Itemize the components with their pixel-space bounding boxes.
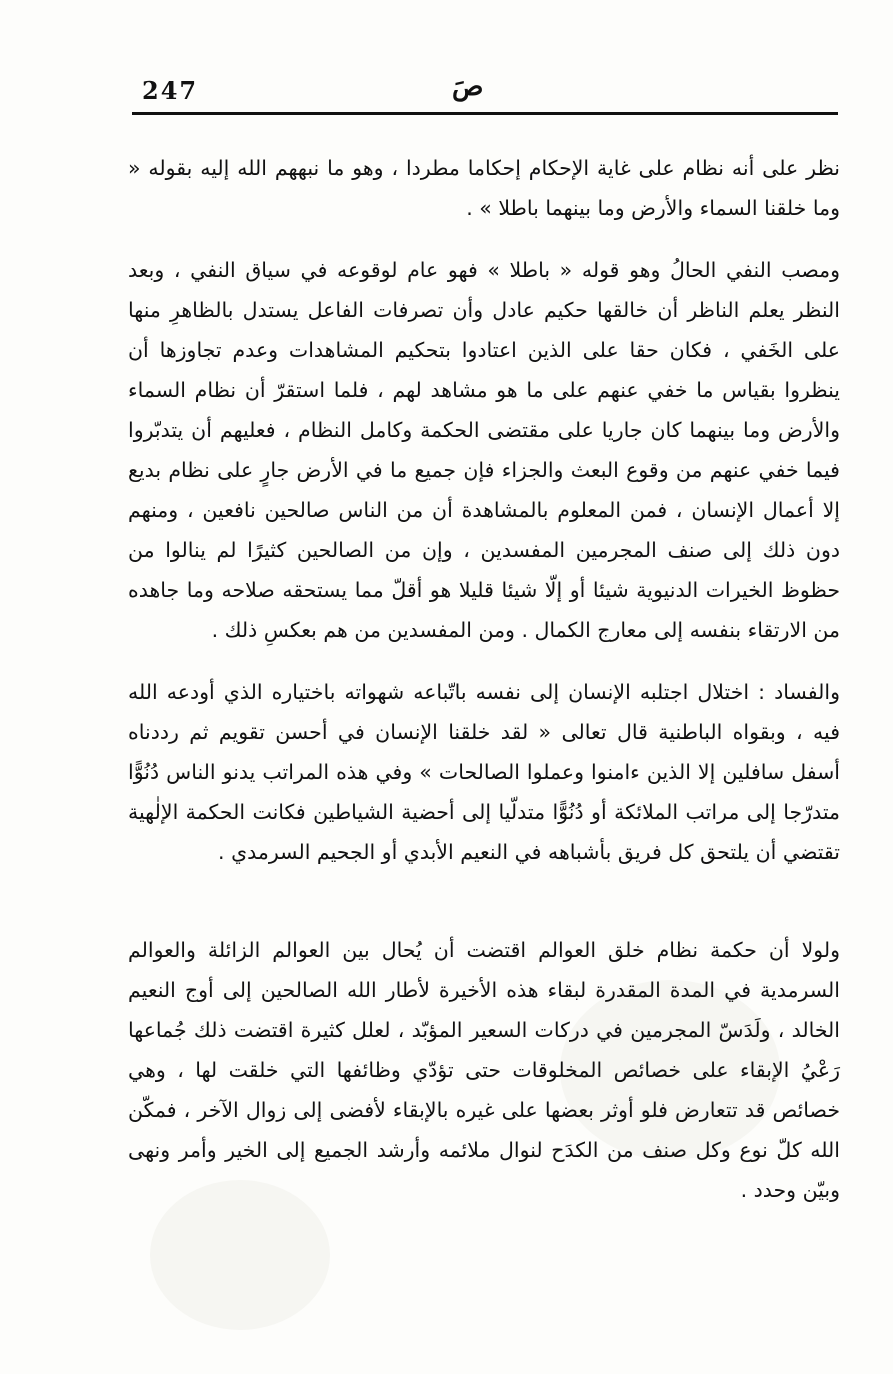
page-body xyxy=(128,148,840,1232)
paragraph: نظر على أنه نظام على غاية الإحكام إحكاما مطردا ، وهو ما نبههم الله إليه بقوله « وما خلقنا السماء والأرض وما بينهما باطلا » . xyxy=(128,156,840,220)
section-letter: صَ xyxy=(452,72,484,102)
header-rule xyxy=(132,112,838,115)
paragraph: ولولا أن حكمة نظام خلق العوالم اقتضت أن يُحال بين العوالم الزائلة والعوالم السرمدية في المدة المقدرة لبقاء هذه الأخيرة لأطار الله الصالحين إلى أوج النعيم الخالد ، ولَدَسّ المجرمين في دركات السعير المؤبّد ، لعلل كثيرة اقتضت ذلك جُماعها رَعْيُ الإبقاء على خصائص المخلوقات حتى تؤدّي وظائفها التي خلقت لها ، وهي خصائص قد تتعارض فلو أوثر بعضها على غيره بالإبقاء لأفضى إلى زوال الآخر ، فمكّن الله كلّ نوع وكل صنف من الكدَح لنوال ملائمه وأرشد الجميع إلى الخير وأمر ونهى وبيّن وحدد . xyxy=(128,938,840,1202)
paragraph: ومصب النفي الحالُ وهو قوله « باطلا » فهو عام لوقوعه في سياق النفي ، وبعد النظر يعلم الناظر أن خالقها حكيم عادل وأن تصرفات الفاعل يستدل بالظاهرِ منها على الخَفي ، فكان حقا على الذين اعتادوا بتحكيم المشاهدات وعدم تجاوزها أن ينظروا بقياس ما خفي عنهم على ما هو مشاهد لهم ، فلما استقرّ أن نظام السماء والأرض وما بينهما كان جاريا على مقتضى الحكمة وكامل النظام ، فعليهم أن يتدبّروا فيما خفي عنهم من وقوع البعث والجزاء فإن جميع ما في الأرض جارٍ على نظام بديع إلا أعمال الإنسان ، فمن المعلوم بالمشاهدة أن من الناس صالحين نافعين ، ومنهم دون ذلك إلى صنف المجرمين المفسدين ، وإن من الصالحين كثيرًا لم ينالوا من حظوظ الخيرات الدنيوية شيئا أو إلّا شيئا قليلا هو أقلّ مما يستحقه صلاحه وما جاهده من الارتقاء بنفسه إلى معارج الكمال . ومن المفسدين من هم بعكسِ ذلك . xyxy=(128,258,840,642)
page-number: 247 xyxy=(142,76,199,105)
page-header xyxy=(132,72,836,112)
paragraph: والفساد : اختلال اجتلبه الإنسان إلى نفسه باتّباعه شهواته باختياره الذي أودعه الله فيه ، وبقواه الباطنية قال تعالى « لقد خلقنا الإنسان في أحسن تقويم ثم رددناه أسفل سافلين إلا الذين ءامنوا وعملوا الصالحات » وفي هذه المراتب يدنو الناس دُنُوًّا متدرّجا إلى مراتب الملائكة أو دُنُوًّا متدلّيا إلى أحضية الشياطين فكانت الحكمة الإلٰهية تقتضي أن يلتحق كل فريق بأشباهه في النعيم الأبدي أو الجحيم السرمدي . xyxy=(128,680,840,864)
